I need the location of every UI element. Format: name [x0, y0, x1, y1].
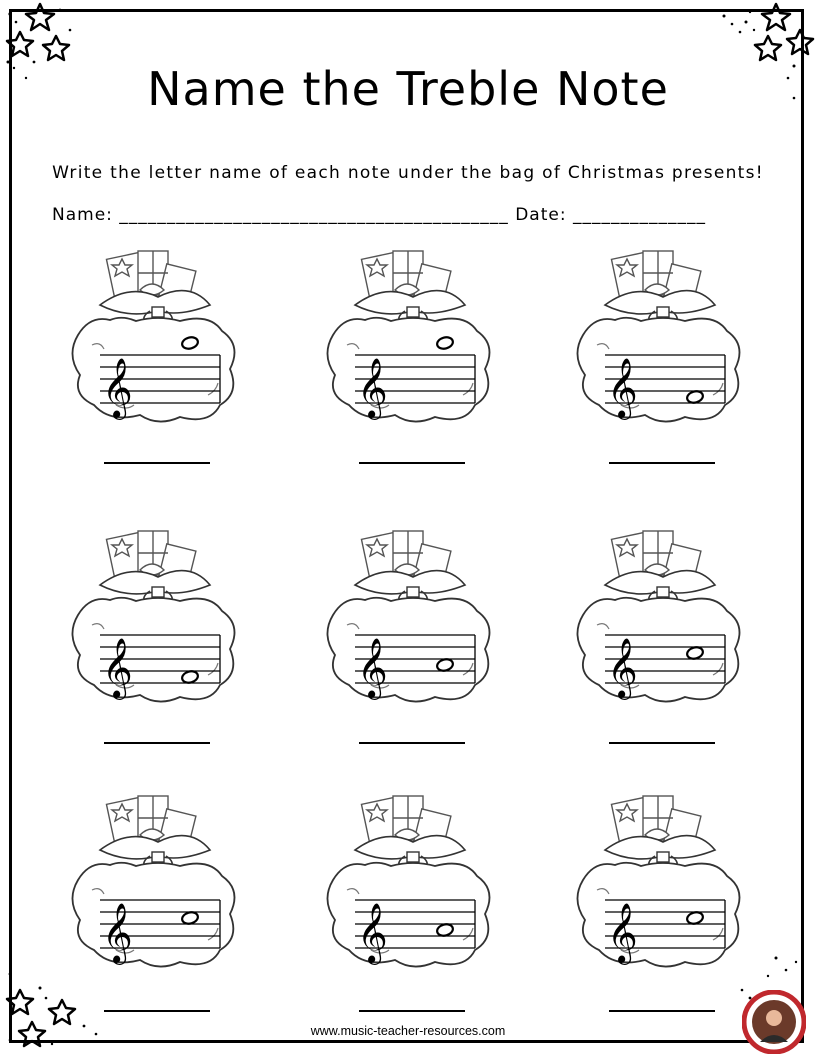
- svg-text:𝄞: 𝄞: [102, 638, 133, 698]
- answer-blank[interactable]: [359, 1010, 465, 1012]
- exercise-cell: [575, 245, 745, 475]
- svg-text:𝄞: 𝄞: [102, 358, 133, 418]
- present-bag-icon: [575, 245, 745, 475]
- exercise-cell: [325, 245, 495, 475]
- logo-badge-icon: [742, 990, 806, 1054]
- answer-blank[interactable]: [359, 742, 465, 744]
- exercise-cell: [70, 245, 240, 475]
- svg-text:𝄞: 𝄞: [357, 903, 388, 963]
- svg-text:𝄞: 𝄞: [607, 358, 638, 418]
- svg-text:𝄞: 𝄞: [607, 903, 638, 963]
- answer-blank[interactable]: [609, 462, 715, 464]
- page-title: Name the Treble Note: [147, 62, 669, 116]
- present-bag-icon: [70, 790, 240, 1020]
- present-bag-icon: [325, 245, 495, 475]
- exercise-cell: [70, 790, 240, 1020]
- instructions: Write the letter name of each note under the bag of Christmas presents!: [52, 163, 764, 183]
- present-bag-icon: [325, 790, 495, 1020]
- exercise-cell: [325, 525, 495, 755]
- answer-blank[interactable]: [359, 462, 465, 464]
- present-bag-icon: [575, 790, 745, 1020]
- answer-blank[interactable]: [104, 742, 210, 744]
- svg-text:𝄞: 𝄞: [607, 638, 638, 698]
- answer-blank[interactable]: [104, 462, 210, 464]
- present-bag-icon: [70, 245, 240, 475]
- svg-text:𝄞: 𝄞: [357, 358, 388, 418]
- exercise-cell: [575, 790, 745, 1020]
- name-date-line: Name: _________________________________________ Date: ______________: [52, 205, 706, 225]
- exercise-cell: [575, 525, 745, 755]
- present-bag-icon: [70, 525, 240, 755]
- answer-blank[interactable]: [609, 1010, 715, 1012]
- answer-blank[interactable]: [609, 742, 715, 744]
- present-bag-icon: [575, 525, 745, 755]
- music-teacher-resources-logo: [742, 990, 806, 1054]
- answer-blank[interactable]: [104, 1010, 210, 1012]
- present-bag-icon: [325, 525, 495, 755]
- exercise-cell: [325, 790, 495, 1020]
- svg-text:𝄞: 𝄞: [357, 638, 388, 698]
- footer-website: www.music-teacher-resources.com: [310, 1024, 506, 1038]
- exercise-cell: [70, 525, 240, 755]
- svg-text:𝄞: 𝄞: [102, 903, 133, 963]
